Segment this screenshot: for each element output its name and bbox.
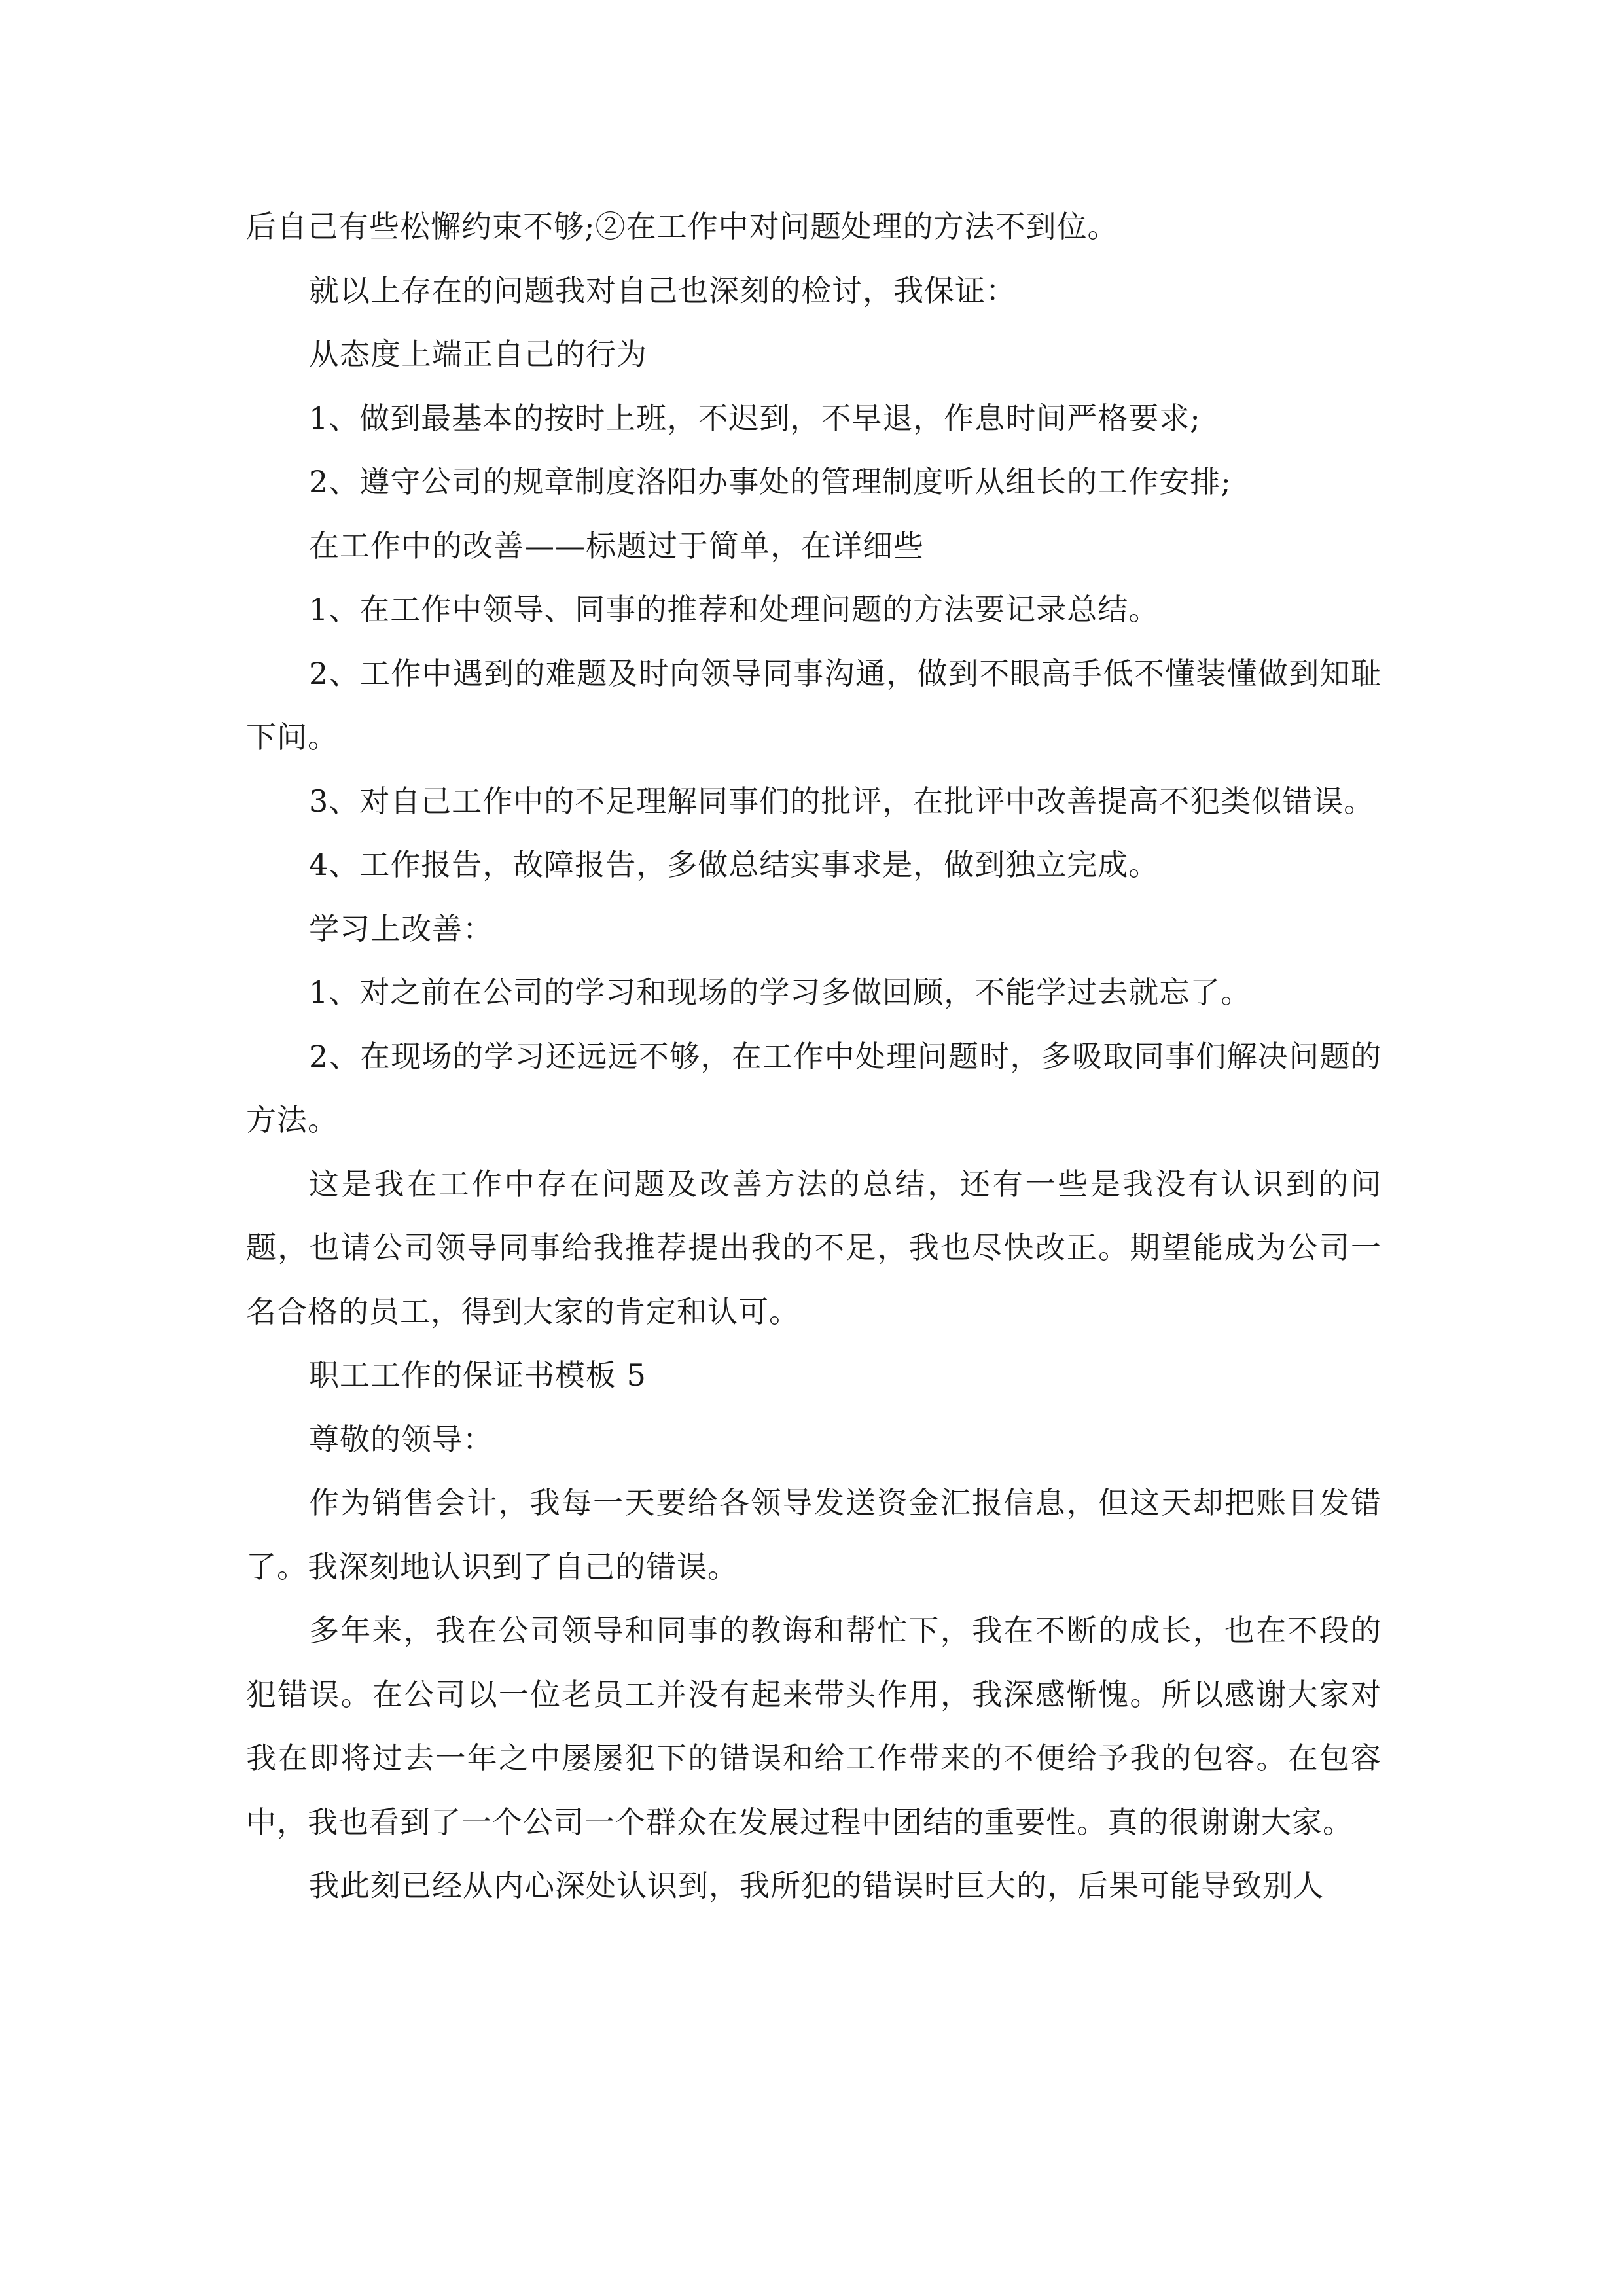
paragraph: 就以上存在的问题我对自己也深刻的检讨，我保证： bbox=[309, 272, 1016, 308]
paragraph: 这是我在工作中存在问题及改善方法的总结，还有一些是我没有认识到的问题，也请公司领导同事给我推荐提出我的不足，我也尽快改正。期望能成为公司一名合格的员工，得到大家的肯定和认可。 bbox=[246, 1166, 1382, 1329]
paragraph: 我此刻已经从内心深处认识到，我所犯的错误时巨大的，后果可能导致别人 bbox=[309, 1868, 1324, 1903]
paragraph: 多年来，我在公司领导和同事的教诲和帮忙下，我在不断的成长，也在不段的犯错误。在公司以一位老员工并没有起来带头作用，我深感惭愧。所以感谢大家对我在即将过去一年之中屡屡犯下的错误和给工作带来的不便给予我的包容。在包容中，我也看到了一个公司一个群众在发展过程中团结的重要性。真的很谢谢大家。 bbox=[246, 1613, 1382, 1840]
list-item: 1、对之前在公司的学习和现场的学习多做回顾，不能学过去就忘了。 bbox=[309, 975, 1252, 1010]
section-heading: 学习上改善： bbox=[309, 910, 493, 946]
paragraph: 作为销售会计，我每一天要给各领导发送资金汇报信息，但这天却把账目发错了。我深刻地认识到了自己的错误。 bbox=[246, 1485, 1382, 1585]
list-item: 1、在工作中领导、同事的推荐和处理问题的方法要记录总结。 bbox=[309, 592, 1160, 627]
list-item: 2、在现场的学习还远远不够，在工作中处理问题时，多吸取同事们解决问题的方法。 bbox=[246, 1038, 1382, 1138]
list-item: 4、工作报告，故障报告，多做总结实事求是，做到独立完成。 bbox=[309, 847, 1160, 882]
document-body bbox=[246, 195, 1382, 1918]
paragraph: 后自己有些松懈约束不够;②在工作中对问题处理的方法不到位。 bbox=[246, 209, 1118, 244]
list-item: 1、做到最基本的按时上班，不迟到，不早退，作息时间严格要求; bbox=[309, 400, 1201, 436]
salutation: 尊敬的领导： bbox=[309, 1421, 493, 1457]
section-heading: 从态度上端正自己的行为 bbox=[309, 336, 647, 372]
list-item: 3、对自己工作中的不足理解同事们的批评，在批评中改善提高不犯类似错误。 bbox=[309, 783, 1375, 819]
section-heading: 在工作中的改善——标题过于简单，在详细些 bbox=[309, 528, 924, 564]
list-item: 2、工作中遇到的难题及时向领导同事沟通，做到不眼高手低不懂装懂做到知耻下问。 bbox=[246, 655, 1382, 755]
list-item: 2、遵守公司的规章制度洛阳办事处的管理制度听从组长的工作安排; bbox=[309, 464, 1232, 499]
document-title: 职工工作的保证书模板 5 bbox=[309, 1357, 647, 1393]
